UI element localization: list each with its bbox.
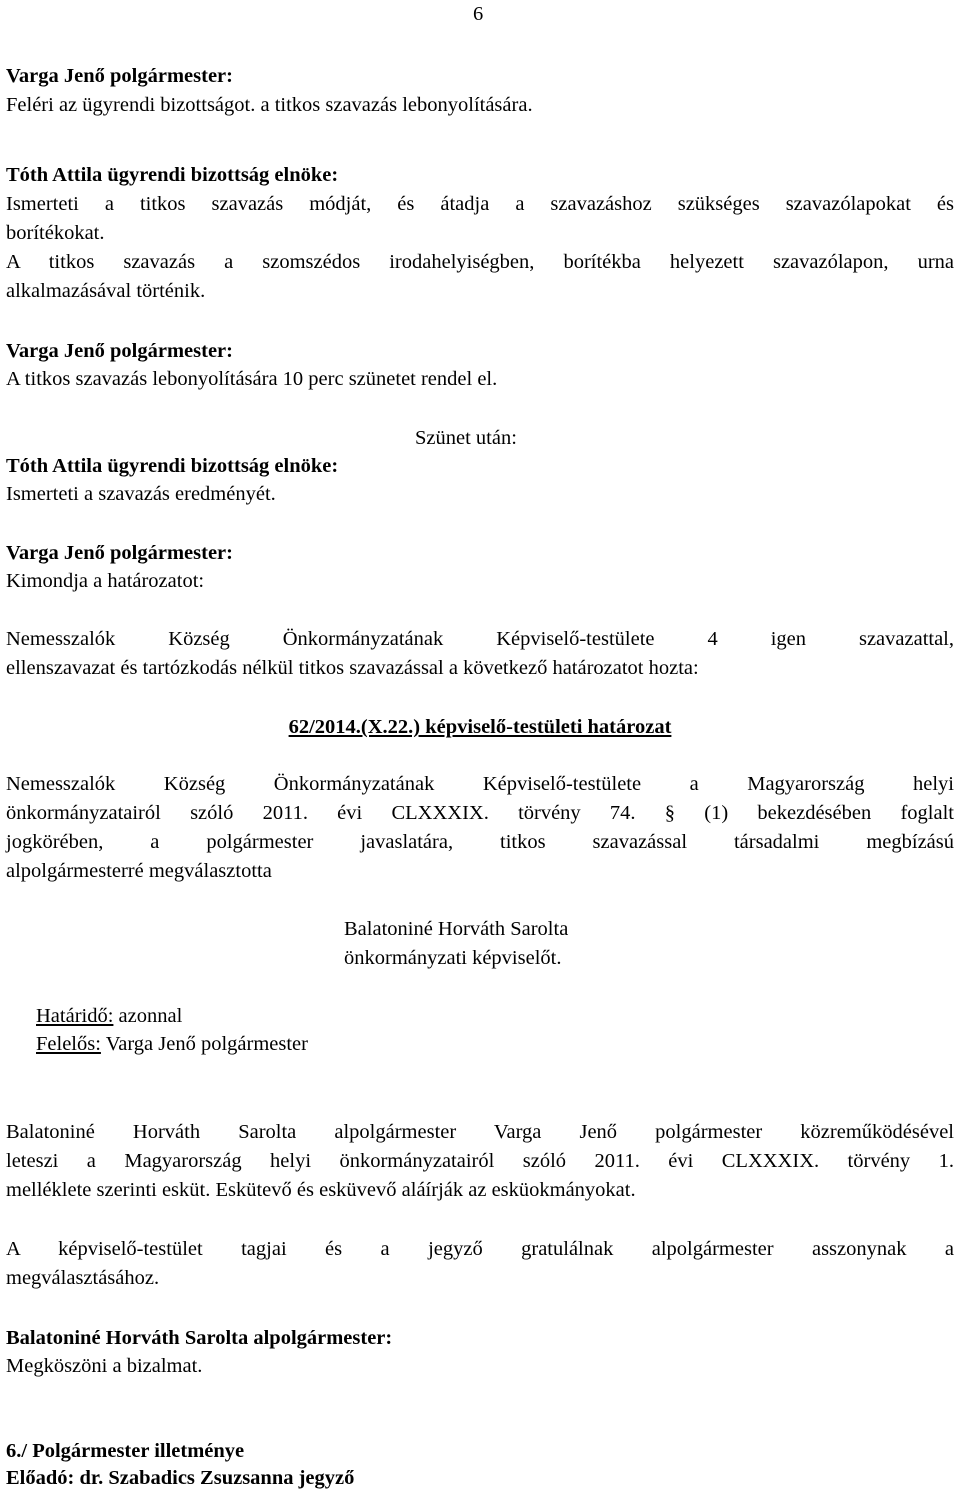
break-label: Szünet után:	[415, 427, 517, 449]
elected-name: Balatoniné Horváth Sarolta	[344, 918, 569, 940]
paragraph-line: ellenszavazat és tartózkodás nélkül titkos szavazással a következő határozatot hozta:	[6, 657, 699, 679]
speaker-heading: Balatoniné Horváth Sarolta alpolgármester:	[6, 1327, 393, 1349]
paragraph-line: melléklete szerinti esküt. Eskütevő és esküvevő aláírják az esküokmányokat.	[6, 1179, 636, 1201]
agenda-item-title: 6./ Polgármester illetménye	[6, 1440, 245, 1462]
responsible-row	[36, 1030, 308, 1059]
paragraph-line: Kimondja a határozatot:	[6, 570, 205, 592]
paragraph-line: Ismerteti a szavazás eredményét.	[6, 483, 276, 505]
resolution-title: 62/2014.(X.22.) képviselő-testületi határozat	[288, 716, 672, 738]
paragraph-line: Ismerteti a titkos szavazás módját, és átadja a szavazáshoz szükséges szavazólapokat és	[6, 193, 954, 215]
speaker-heading: Varga Jenő polgármester:	[6, 542, 233, 564]
speaker-heading: Varga Jenő polgármester:	[6, 65, 233, 87]
responsible-label: Felelős:	[36, 1033, 101, 1055]
responsible-value: Varga Jenő polgármester	[105, 1033, 308, 1055]
page-number: 6	[473, 3, 484, 25]
paragraph-line: alkalmazásával történik.	[6, 280, 206, 302]
paragraph-line: borítékokat.	[6, 222, 105, 244]
deadline-row	[36, 1002, 182, 1031]
speaker-heading: Varga Jenő polgármester:	[6, 340, 233, 362]
paragraph-line: A képviselő-testület tagjai és a jegyző gratulálnak alpolgármester asszonynak a	[6, 1238, 954, 1260]
deadline-label: Határidő:	[36, 1005, 114, 1027]
agenda-item-presenter: Előadó: dr. Szabadics Zsuzsanna jegyző	[6, 1467, 355, 1489]
paragraph-line: alpolgármesterré megválasztotta	[6, 860, 272, 882]
paragraph-line: A titkos szavazás lebonyolítására 10 perc szünetet rendel el.	[6, 368, 498, 390]
paragraph-line: Nemesszalók Község Önkormányzatának Képviselő-testülete 4 igen szavazattal,	[6, 628, 954, 650]
elected-role: önkormányzati képviselőt.	[344, 947, 562, 969]
paragraph-line: jogkörében, a polgármester javaslatára, titkos szavazással társadalmi megbízású	[6, 831, 954, 853]
paragraph-line: Nemesszalók Község Önkormányzatának Képviselő-testülete a Magyarország helyi	[6, 773, 954, 795]
speaker-heading: Tóth Attila ügyrendi bizottság elnöke:	[6, 455, 339, 477]
paragraph-line: Megköszöni a bizalmat.	[6, 1355, 203, 1377]
paragraph-line: megválasztásához.	[6, 1267, 160, 1289]
deadline-value: azonnal	[118, 1005, 183, 1027]
paragraph-line: A titkos szavazás a szomszédos irodahelyiségben, borítékba helyezett szavazólapon, urna	[6, 251, 954, 273]
paragraph-line: Feléri az ügyrendi bizottságot. a titkos szavazás lebonyolítására.	[6, 94, 533, 116]
paragraph-line: leteszi a Magyarország helyi önkormányzatairól szóló 2011. évi CLXXXIX. törvény 1.	[6, 1150, 954, 1172]
speaker-heading: Tóth Attila ügyrendi bizottság elnöke:	[6, 164, 339, 186]
paragraph-line: Balatoniné Horváth Sarolta alpolgármester Varga Jenő polgármester közreműködésével	[6, 1121, 954, 1143]
paragraph-line: önkormányzatairól szóló 2011. évi CLXXXIX. törvény 74. § (1) bekezdésében foglalt	[6, 802, 954, 824]
